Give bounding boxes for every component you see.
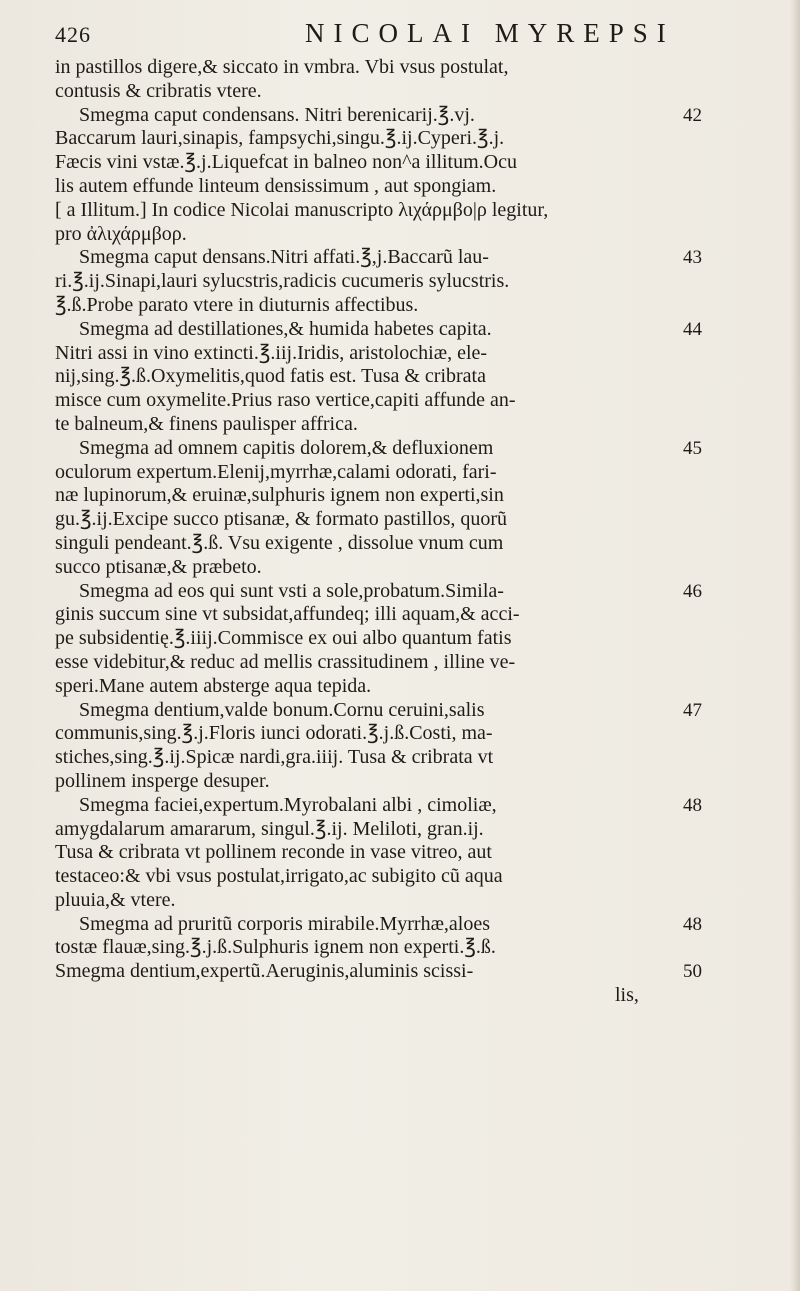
recipe-number: 43 <box>683 247 702 269</box>
running-title: NICOLAI MYREPSI <box>305 18 675 48</box>
text-line <box>55 270 705 294</box>
line-text: nij,sing.℥.ß.Oxymelitis,quod fatis est. Tusa & cribrata <box>55 365 486 388</box>
text-line <box>55 627 705 651</box>
text-line <box>55 389 705 413</box>
line-text: pe subsidentię.℥.iiij.Commisce ex oui albo quantum fatis <box>55 627 512 650</box>
line-text: communis,sing.℥.j.Floris iunci odorati.℥.j.ß.Costi, ma- <box>55 722 493 745</box>
line-text: speri.Mane autem absterge aqua tepida. <box>55 674 372 697</box>
text-line <box>55 318 705 342</box>
text-line <box>55 56 705 80</box>
recipe-number: 44 <box>683 318 702 340</box>
text-line <box>55 246 705 270</box>
text-line <box>55 889 705 913</box>
line-text: Smegma ad omnem capitis dolorem,& defluxionem <box>79 436 494 459</box>
line-text: esse videbitur,& reduc ad mellis crassitudinem , illine ve- <box>55 650 516 673</box>
line-text: ℥.ß.Probe parato vtere in diuturnis affectibus. <box>55 293 419 316</box>
text-line <box>55 722 705 746</box>
text-line <box>55 841 705 865</box>
line-text: pollinem insperge desuper. <box>55 769 270 792</box>
text-line <box>55 437 705 461</box>
page-edge <box>790 0 800 1291</box>
text-line <box>55 294 705 318</box>
text-line <box>55 461 705 485</box>
recipe-number: 45 <box>683 437 702 459</box>
line-text: ginis succum sine vt subsidat,affundeq; illi aquam,& acci- <box>55 603 520 626</box>
line-text: Smegma caput densans.Nitri affati.℥,j.Baccarũ lau- <box>79 246 489 269</box>
text-line <box>55 960 705 984</box>
line-text: Smegma faciei,expertum.Myrobalani albi , cimoliæ, <box>79 793 497 816</box>
text-line <box>55 199 705 223</box>
text-line <box>55 175 705 199</box>
line-text: lis autem effunde linteum densissimum , aut spongiam. <box>55 174 497 197</box>
line-text: ri.℥.ij.Sinapi,lauri sylucstris,radicis cucumeris sylucstris. <box>55 270 510 293</box>
text-line <box>55 413 705 437</box>
recipe-number: 42 <box>683 104 702 126</box>
text-line <box>55 104 705 128</box>
text-line <box>55 818 705 842</box>
text-line <box>55 699 705 723</box>
line-text: Smegma ad pruritũ corporis mirabile.Myrrhæ,aloes <box>79 912 491 935</box>
line-text: te balneum,& finens paulisper affrica. <box>55 412 358 435</box>
text-line <box>55 913 705 937</box>
line-text: gu.℥.ij.Excipe succo ptisanæ, & formato pastillos, quorũ <box>55 508 508 531</box>
recipe-number: 48 <box>683 794 702 816</box>
text-line <box>55 651 705 675</box>
line-text: succo ptisanæ,& præbeto. <box>55 555 262 578</box>
line-text: Tusa & cribrata vt pollinem reconde in vase vitreo, aut <box>55 841 492 864</box>
line-text: tostæ flauæ,sing.℥.j.ß.Sulphuris ignem non experti.℥.ß. <box>55 936 496 959</box>
recipe-number: 50 <box>683 961 702 983</box>
text-line <box>55 80 705 104</box>
line-text: misce cum oxymelite.Prius raso vertice,capiti affunde an- <box>55 389 516 412</box>
text-line <box>55 580 705 604</box>
text-line <box>55 865 705 889</box>
line-text: Fæcis vini vstæ.℥.j.Liquefcat in balneo non^a illitum.Ocu <box>55 151 517 174</box>
recipe-number: 46 <box>683 580 702 602</box>
line-text: Baccarum lauri,sinapis, fampsychi,singu.℥.ij.Cyperi.℥.j. <box>55 127 505 150</box>
page-header <box>55 18 695 54</box>
text-line <box>55 151 705 175</box>
text-line <box>55 127 705 151</box>
text-line <box>55 342 705 366</box>
line-text: Smegma ad eos qui sunt vsti a sole,probatum.Simila- <box>79 579 504 602</box>
text-line <box>55 223 705 247</box>
text-line <box>55 532 705 556</box>
line-text: Smegma caput condensans. Nitri berenicarij.℥.vj. <box>79 103 475 126</box>
text-line <box>55 484 705 508</box>
line-text: amygdalarum amararum, singul.℥.ij. Meliloti, gran.ij. <box>55 817 484 840</box>
line-text: næ lupinorum,& eruinæ,sulphuris ignem non experti,sin <box>55 484 504 507</box>
text-line <box>55 508 705 532</box>
page-number: 426 <box>55 22 91 47</box>
text-line <box>55 746 705 770</box>
text-line <box>55 556 705 580</box>
text-line <box>55 365 705 389</box>
line-text: lis, <box>615 984 639 1007</box>
text-line <box>55 984 705 1008</box>
line-text: pro ἀλιχάρμβορ. <box>55 222 187 245</box>
body-text <box>55 56 705 1008</box>
line-text: Nitri assi in vino extincti.℥.iij.Iridis, aristolochiæ, ele- <box>55 341 488 364</box>
line-text: contusis & cribratis vtere. <box>55 79 262 102</box>
line-text: stiches,sing.℥.ij.Spicæ nardi,gra.iiij. Tusa & cribrata vt <box>55 746 494 769</box>
line-text: Smegma ad destillationes,& humida habetes capita. <box>79 317 492 340</box>
text-line <box>55 794 705 818</box>
line-text: oculorum expertum.Elenij,myrrhæ,calami odorati, fari- <box>55 460 497 483</box>
text-line <box>55 936 705 960</box>
line-text: singuli pendeant.℥.ß. Vsu exigente , dissolue vnum cum <box>55 531 504 554</box>
text-line <box>55 770 705 794</box>
line-text: in pastillos digere,& siccato in vmbra. Vbi vsus postulat, <box>55 56 509 78</box>
recipe-number: 47 <box>683 699 702 721</box>
line-text: pluuia,& vtere. <box>55 888 176 911</box>
line-text: testaceo:& vbi vsus postulat,irrigato,ac subigito cũ aqua <box>55 865 503 888</box>
line-text: Smegma dentium,expertũ.Aeruginis,aluminis scissi- <box>55 960 474 983</box>
recipe-number: 48 <box>683 913 702 935</box>
text-line <box>55 603 705 627</box>
text-line <box>55 675 705 699</box>
line-text: Smegma dentium,valde bonum.Cornu ceruini,salis <box>79 698 485 721</box>
line-text: [ a Illitum.] In codice Nicolai manuscripto λιχάρμβο|ρ legitur, <box>55 198 549 221</box>
